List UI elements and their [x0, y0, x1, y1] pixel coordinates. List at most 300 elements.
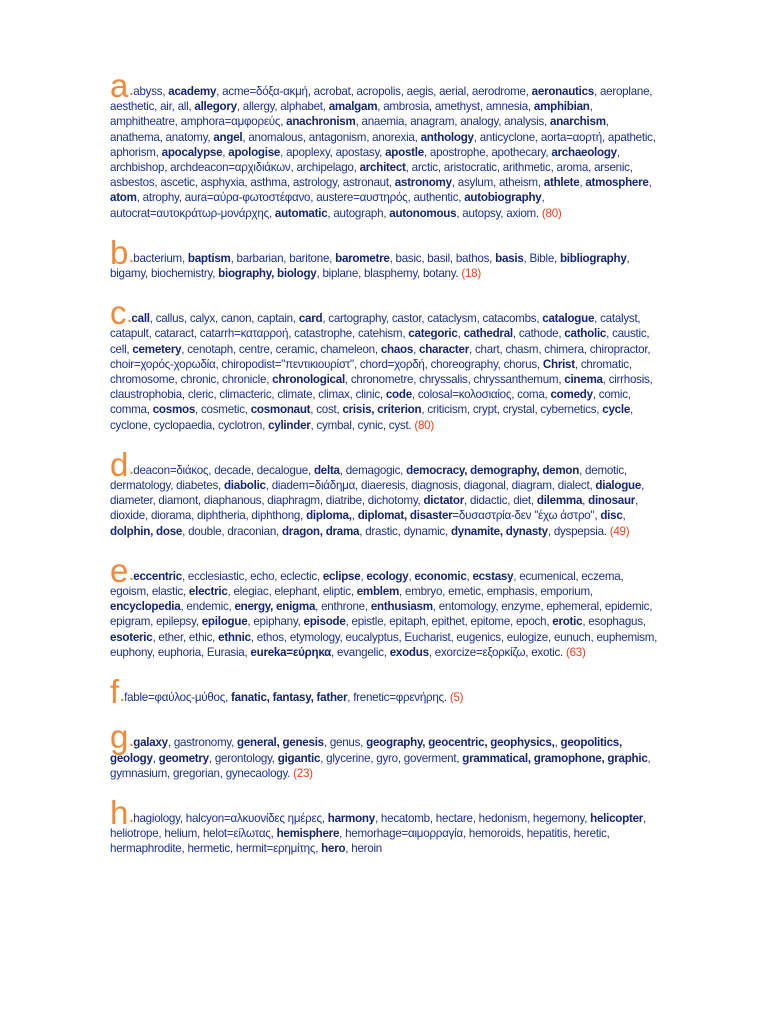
word: athlete: [543, 176, 580, 190]
word: epilogue: [201, 615, 248, 629]
section-b: b.bacterium, baptism, barbarian, baritone, barometre, basic, basil, bathos, basis, Bible, bibliography, bigamy, biochemistry, biography, biology, biplane, blasphemy, botany. (18): [110, 233, 630, 281]
word: eugenics: [456, 630, 501, 644]
word: anorexia: [372, 130, 415, 144]
word: asylum: [457, 176, 494, 190]
word: comedy: [550, 388, 593, 402]
word: chronometre: [350, 373, 414, 387]
word: epilepsy: [156, 615, 196, 629]
word: gerontology: [214, 751, 272, 765]
word: crisis, criterion: [342, 403, 422, 417]
word: asphyxia: [200, 176, 245, 190]
word: helot=είλωτας: [202, 827, 271, 841]
word: anomalous: [248, 130, 303, 144]
word: dynamic: [403, 524, 445, 538]
word: diameter: [110, 494, 153, 508]
word: autonomous: [389, 206, 457, 220]
word: gymnasium: [110, 766, 168, 780]
word: epitaph: [389, 615, 426, 629]
word: diagram: [511, 479, 552, 493]
word: cyclotron: [217, 418, 263, 432]
word: diamont: [158, 494, 198, 508]
word: arctic: [411, 161, 438, 175]
word: ether: [158, 630, 183, 644]
word-count: (80): [414, 418, 434, 432]
word: delta: [313, 463, 340, 477]
word: crystal: [502, 403, 535, 417]
word: anarchism: [550, 115, 606, 129]
word: atrophy: [142, 191, 179, 205]
section-c: c.call, callus, calyx, canon, captain, card, cartography, castor, cataclysm, catacombs, catalogue, catalyst, catapult, cataract, catarrh=καταρροή, catastrophe, catehism, categoric, cathedral, cathode, catholic, caustic, cell, cemetery, cenotaph, centre, ceramic, chameleon, chaos, character, chart, chasm, chimera, chiropractor, choir=χορός-χορωδία, chiropodist="πεντικιουρίστ", chord=χορδή, choreography, chorus, Christ, chromatic, chromosome, chronic, chronicle, chronological, chronometre, chryssalis, chryssanthemum, cinema, cirrhosis, claustrophobia, cleric, climacteric, climate, climax, clinic, code, colosal=κολοσιαίος, coma, comedy, comic, comma, cosmos, cosmetic, cosmonaut, cost, crisis, criterion, criticism, crypt, crystal, cybernetics, cycle, cyclone, cyclopaedia, cyclotron, cylinder, cymbal, cynic, cyst. (80): [110, 294, 653, 432]
word: aphorism: [110, 145, 156, 159]
word: apologise: [228, 145, 281, 159]
word: heroin: [351, 842, 382, 856]
word: chiropodist="πεντικιουρίστ": [221, 357, 354, 371]
word: elephant: [274, 585, 317, 599]
word: anagram: [410, 115, 455, 129]
word: cylinder: [268, 418, 311, 432]
word: clinic: [355, 388, 380, 402]
word: analogy: [460, 115, 499, 129]
word: acrobat: [313, 85, 351, 98]
word: epiphany: [253, 615, 298, 629]
word: decalogue: [256, 463, 308, 477]
word: gigantic: [277, 751, 321, 765]
word: deacon=διάκος: [133, 463, 209, 477]
word: ethnic: [218, 630, 251, 644]
word: cyclopaedia: [153, 418, 212, 432]
word: cataclysm: [427, 312, 477, 326]
word: gyro: [376, 751, 398, 765]
word: austere=αυστηρός: [316, 191, 408, 205]
word: enzyme: [501, 600, 541, 614]
word: bigamy: [110, 267, 146, 281]
letter-dot: .: [127, 309, 132, 327]
word: cartography: [328, 312, 386, 326]
word: aura=αύρα-φωτοστέφανο: [184, 191, 311, 205]
word: hepatitis: [526, 827, 568, 841]
word: choreography: [430, 357, 498, 371]
section-f: f.fable=φαύλος-μύθος, fanatic, fantasy, father, frenetic=φρενήρης. (5): [110, 673, 464, 711]
word: Eurasia: [206, 645, 245, 659]
word: hermaphrodite: [110, 842, 182, 856]
word-count: (63): [566, 645, 586, 659]
word: aegis: [406, 85, 434, 98]
section-letter: c: [110, 294, 127, 332]
word: diagnosis: [411, 479, 458, 493]
word: cyst.: [388, 418, 412, 432]
word: gynecaology.: [225, 766, 291, 780]
section-letter: a: [110, 67, 129, 104]
word: catapult: [110, 327, 149, 341]
word: demagogic: [345, 463, 401, 477]
word: eclectic: [280, 569, 317, 583]
word: diploma,: [306, 509, 352, 523]
word: emphasis: [486, 585, 535, 599]
word: Christ: [542, 357, 575, 371]
word: cleric: [187, 388, 214, 402]
word: allegory: [194, 100, 237, 114]
word: economic: [414, 569, 467, 583]
word: autopsy: [462, 206, 501, 220]
section-letter: e: [110, 551, 129, 589]
word: decade: [214, 463, 251, 477]
word: archaeology: [551, 145, 617, 159]
word: dilemma: [536, 494, 583, 508]
word: anticyclone: [479, 130, 535, 144]
word: atmosphere: [585, 176, 649, 190]
word: ecclesiastic: [187, 569, 245, 583]
word: chiropractor: [589, 342, 648, 356]
word: alphabet: [280, 100, 323, 114]
word: euphony: [110, 645, 152, 659]
word: amphora=αμφορεύς: [180, 115, 281, 129]
section-d: d.deacon=διάκος, decade, decalogue, delta, demagogic, democracy, demography, demon, demotic, dermatology, diabetes, diabolic, diadem=διάδημα, diaeresis, diagnosis, diagonal, diagram, dialect, dialogue, diameter, diamont, diaphanous, diaphragm, diatribe, dichotomy, dictator, didactic, diet, dilemma, dinosaur, dioxide, diorama, diphtheria, diphthong, diploma,, diplomat, disaster=δυσαστρία-δεν "έχω άστρο", disc, dolphin, dose, double, draconian, dragon, drama, drastic, dynamic, dynamite, dynasty, dyspepsia. (49): [110, 445, 645, 538]
word: baritone: [289, 251, 330, 265]
word: aerial: [439, 85, 466, 98]
word: callus: [155, 312, 184, 326]
word: atheism: [498, 176, 538, 190]
word: fable=φαύλος-μύθος: [124, 691, 226, 705]
word: call: [131, 312, 150, 326]
word: hagiology: [133, 811, 180, 825]
word: grammatical, gramophone, graphic: [462, 751, 648, 765]
word: cinema: [564, 373, 603, 387]
word: apothecary: [491, 145, 546, 159]
word: Bible: [529, 251, 555, 265]
word: frenetic=φρενήρης.: [353, 691, 447, 705]
word: episode: [303, 615, 346, 629]
word: demotic: [585, 463, 624, 477]
word: all: [177, 100, 189, 114]
word-count: (80): [541, 206, 562, 220]
section-e: e.eccentric, ecclesiastic, echo, eclectic, eclipse, ecology, economic, ecstasy, ecumenical, eczema, egoism, elastic, electric, elegiac, elephant, eliptic, emblem, embryo, emetic, emphasis, emporium, encyclopedia, endemic, energy, enigma, enthrone, enthusiasm, entomology, enzyme, ephemeral, epidemic, epigram, epilepsy, epilogue, epiphany, episode, epistle, epitaph, epithet, epitome, epoch, erotic, esophagus, esoteric, ether, ethic, ethnic, ethos, etymology, eucalyptus, Eucharist, eugenics, eulogize, eunuch, euphemism, euphony, euphoria, Eurasia, eureka=εύρηκα, evangelic, exodus, exorcize=εξορκίζω, exotic. (63): [110, 551, 658, 659]
word: geopolitics, geology: [110, 736, 622, 765]
word: acropolis: [356, 85, 401, 98]
word: amalgam: [328, 100, 378, 114]
word: dynamite, dynasty: [450, 524, 548, 538]
word: allergy: [242, 100, 275, 114]
word: energy, enigma: [234, 600, 316, 614]
word: astrology: [292, 176, 337, 190]
word: cost: [316, 403, 337, 417]
letter-dot: .: [129, 460, 134, 478]
word: barbarian: [236, 251, 284, 265]
word: climate: [277, 388, 313, 402]
word: emblem: [356, 585, 400, 599]
word: abyss: [133, 85, 163, 98]
section-letter: h: [110, 793, 129, 831]
word: architect: [359, 161, 406, 175]
word: academy: [168, 85, 217, 98]
word: diadem=διάδημα: [271, 479, 356, 493]
word: authentic: [413, 191, 459, 205]
word: cybernetics: [540, 403, 597, 417]
word: chromosome: [110, 373, 175, 387]
word: apathetic: [607, 130, 653, 144]
word: diabolic: [223, 479, 266, 493]
word: hero: [321, 842, 346, 856]
word: hemorhage=αιμορραγία: [345, 827, 463, 841]
word: asthma: [250, 176, 287, 190]
word: disc: [600, 509, 623, 523]
word: chart: [474, 342, 500, 356]
word: epithet: [431, 615, 465, 629]
word: baptism: [187, 251, 231, 265]
word: cirrhosis: [608, 373, 650, 387]
word: cycle: [602, 403, 631, 417]
word: chryssanthemum: [473, 373, 559, 387]
word: anachronism: [286, 115, 356, 129]
word: electric: [188, 585, 228, 599]
word: diaphanous: [203, 494, 262, 508]
word: elastic: [151, 585, 183, 599]
word: democracy, demography, demon: [406, 463, 580, 477]
word: dictator: [423, 494, 464, 508]
word: gregorian: [172, 766, 220, 780]
word: chronic: [180, 373, 217, 387]
word: character: [419, 342, 469, 356]
word: comma: [110, 403, 147, 417]
section-letter: f: [110, 673, 120, 711]
word: diatribe: [325, 494, 362, 508]
word: dialect: [557, 479, 590, 493]
word: axiom.: [506, 206, 539, 220]
word: diagonal: [463, 479, 506, 493]
word: diplomat, disaster: [357, 509, 453, 523]
word: entomology: [438, 600, 496, 614]
word: hectare: [435, 811, 473, 825]
word: etymology: [289, 630, 340, 644]
word: dioxide: [110, 509, 145, 523]
word: captain: [257, 312, 293, 326]
word: diaeresis: [360, 479, 406, 493]
section-letter: d: [110, 445, 129, 483]
word: cymbal: [316, 418, 352, 432]
letter-dot: .: [129, 733, 134, 751]
word: cynic: [357, 418, 383, 432]
word: centre: [238, 342, 270, 356]
word: colosal=κολοσιαίος: [417, 388, 512, 402]
word: elegiac: [233, 585, 269, 599]
word: epitome: [470, 615, 511, 629]
word: amphibian: [533, 100, 590, 114]
word: eulogize: [506, 630, 548, 644]
word: bathos: [455, 251, 490, 265]
word: ethic: [188, 630, 213, 644]
word: chronicle: [222, 373, 267, 387]
section-letter: g: [110, 718, 129, 756]
word: archbishop: [110, 161, 165, 175]
word: aeronautics: [531, 85, 595, 98]
word: exorcize=εξορκίζω: [434, 645, 526, 659]
word: biplane: [322, 267, 359, 281]
word: echo: [250, 569, 275, 583]
word: genus: [329, 736, 361, 750]
word: caustic: [612, 327, 647, 341]
word: apostrophe: [429, 145, 486, 159]
word: catastrophe: [294, 327, 352, 341]
word: dolphin, dose: [110, 524, 183, 538]
word: criticism: [427, 403, 467, 417]
word: draconian: [227, 524, 277, 538]
word: esophagus: [588, 615, 643, 629]
word: cenotaph: [187, 342, 233, 356]
word: atom: [110, 191, 137, 205]
word: archipelago: [296, 161, 354, 175]
word: esoteric: [110, 630, 153, 644]
word: heliotrope: [110, 827, 159, 841]
word-count: (49): [609, 524, 630, 538]
word: geography, geocentric, geophysics,: [366, 736, 555, 750]
word: arithmetic: [502, 161, 551, 175]
word: dichotomy: [367, 494, 418, 508]
word: cosmos: [152, 403, 196, 417]
word: diorama: [150, 509, 192, 523]
word: anthology: [420, 130, 474, 144]
word: eczema: [581, 569, 621, 583]
word: helium: [164, 827, 198, 841]
word: epistle: [351, 615, 384, 629]
word: amethyst: [434, 100, 480, 114]
word: epigram: [110, 615, 151, 629]
word: categoric: [408, 327, 458, 341]
letter-dot: .: [129, 82, 134, 99]
word: choir=χορός-χορωδία: [110, 357, 216, 371]
word: dinosaur: [588, 494, 636, 508]
word: autobiography: [464, 191, 542, 205]
section-g: g.galaxy, gastronomy, general, genesis, genus, geography, geocentric, geophysics,, geopolitics, geology, geometry, gerontology, gigantic, glycerine, gyro, goverment, grammatical, gramophone, graphic, gymnasium, gregorian, gynecaology. (23): [110, 718, 651, 780]
word: egoism: [110, 585, 146, 599]
word: drastic: [365, 524, 398, 538]
word: aristocratic: [443, 161, 497, 175]
word: archdeacon=αρχιδιάκων: [170, 161, 291, 175]
word: bacterium: [133, 251, 182, 265]
word: diet: [513, 494, 531, 508]
word: autocrat=αυτοκράτωρ-μονάρχης: [110, 206, 269, 220]
word: apoplexy: [286, 145, 330, 159]
word: goverment: [403, 751, 457, 765]
word: chaos: [380, 342, 414, 356]
word: exodus: [389, 645, 429, 659]
word: air: [160, 100, 172, 114]
word: cathode: [518, 327, 559, 341]
word-count: (23): [293, 766, 313, 780]
word: endemic: [186, 600, 229, 614]
word: euphoria: [157, 645, 201, 659]
word: epidemic: [604, 600, 650, 614]
word: chimera: [544, 342, 584, 356]
word: =δυσαστρία-δεν "έχω άστρο": [452, 509, 595, 523]
word: anatomy: [165, 130, 208, 144]
word: euphemism: [596, 630, 655, 644]
word: asbestos: [110, 176, 155, 190]
word: calyx: [189, 312, 215, 326]
letter-dot: .: [129, 808, 134, 826]
word: apocalypse: [161, 145, 223, 159]
word: biochemistry: [150, 267, 213, 281]
word: astronaut: [342, 176, 389, 190]
word: eucalyptus: [345, 630, 399, 644]
word: automatic: [274, 206, 328, 220]
word: barometre: [335, 251, 390, 265]
word: chryssalis: [419, 373, 468, 387]
word: enthusiasm: [370, 600, 433, 614]
letter-dot: .: [120, 688, 125, 706]
word: anaemia: [361, 115, 405, 129]
word: dragon, drama: [281, 524, 360, 538]
word-count: (5): [449, 691, 464, 705]
word: aorta=αορτή: [540, 130, 602, 144]
word: gastronomy: [173, 736, 232, 750]
word: cemetery: [132, 342, 182, 356]
word: apostle: [385, 145, 424, 159]
word: climax: [318, 388, 350, 402]
word: eliptic: [322, 585, 351, 599]
word: catacombs: [482, 312, 537, 326]
word: ephemeral: [546, 600, 599, 614]
word: hedonism: [478, 811, 527, 825]
word: embryo: [405, 585, 443, 599]
word: basil: [427, 251, 450, 265]
word: ecology: [366, 569, 409, 583]
word: basis: [495, 251, 524, 265]
word: cathedral: [463, 327, 513, 341]
word: emetic: [448, 585, 481, 599]
word: galaxy: [133, 736, 168, 750]
word: aeroplane: [599, 85, 650, 98]
word: chromatic: [580, 357, 629, 371]
word: dialogue: [595, 479, 642, 493]
word: diabetes: [176, 479, 218, 493]
word: cosmonaut: [250, 403, 311, 417]
word: arsenic: [594, 161, 630, 175]
word: hegemony: [532, 811, 585, 825]
word: bibliography: [559, 251, 627, 265]
word: catarrh=καταρροή: [199, 327, 289, 341]
word: aroma: [556, 161, 589, 175]
word: cataract: [154, 327, 194, 341]
word: aerodrome: [471, 85, 526, 98]
word: chasm: [505, 342, 539, 356]
word: canon: [220, 312, 252, 326]
section-h: h.hagiology, halcyon=αλκυονίδες ημέρες, harmony, hecatomb, hectare, hedonism, hegemony, helicopter, heliotrope, helium, helot=είλωτας, hemisphere, hemorhage=αιμορραγία, hemoroids, hepatitis, heretic, hermaphrodite, hermetic, hermit=ερημίτης, hero, heroin: [110, 793, 647, 856]
word: geometry: [158, 751, 209, 765]
word: blasphemy: [364, 267, 418, 281]
word: catehism: [357, 327, 403, 341]
word: harmony: [327, 811, 375, 825]
word: autograph: [333, 206, 384, 220]
word: dermatology: [110, 479, 171, 493]
word: diphtheria: [197, 509, 246, 523]
word: general, genesis: [237, 736, 324, 750]
word: helicopter: [590, 811, 644, 825]
word: ascetic: [160, 176, 195, 190]
word: coma: [517, 388, 545, 402]
word: basic: [395, 251, 422, 265]
word: glycerine: [326, 751, 371, 765]
word: diaphragm: [267, 494, 320, 508]
word: chorus: [503, 357, 537, 371]
word: erotic: [552, 615, 583, 629]
word: cell: [110, 342, 127, 356]
word: eclipse: [322, 569, 361, 583]
word: chord=χορδή: [359, 357, 425, 371]
word: climacteric: [219, 388, 272, 402]
word: eureka=εύρηκα: [250, 645, 332, 659]
word: chronological: [272, 373, 345, 387]
word: encyclopedia: [110, 600, 181, 614]
word: eunuch: [553, 630, 591, 644]
